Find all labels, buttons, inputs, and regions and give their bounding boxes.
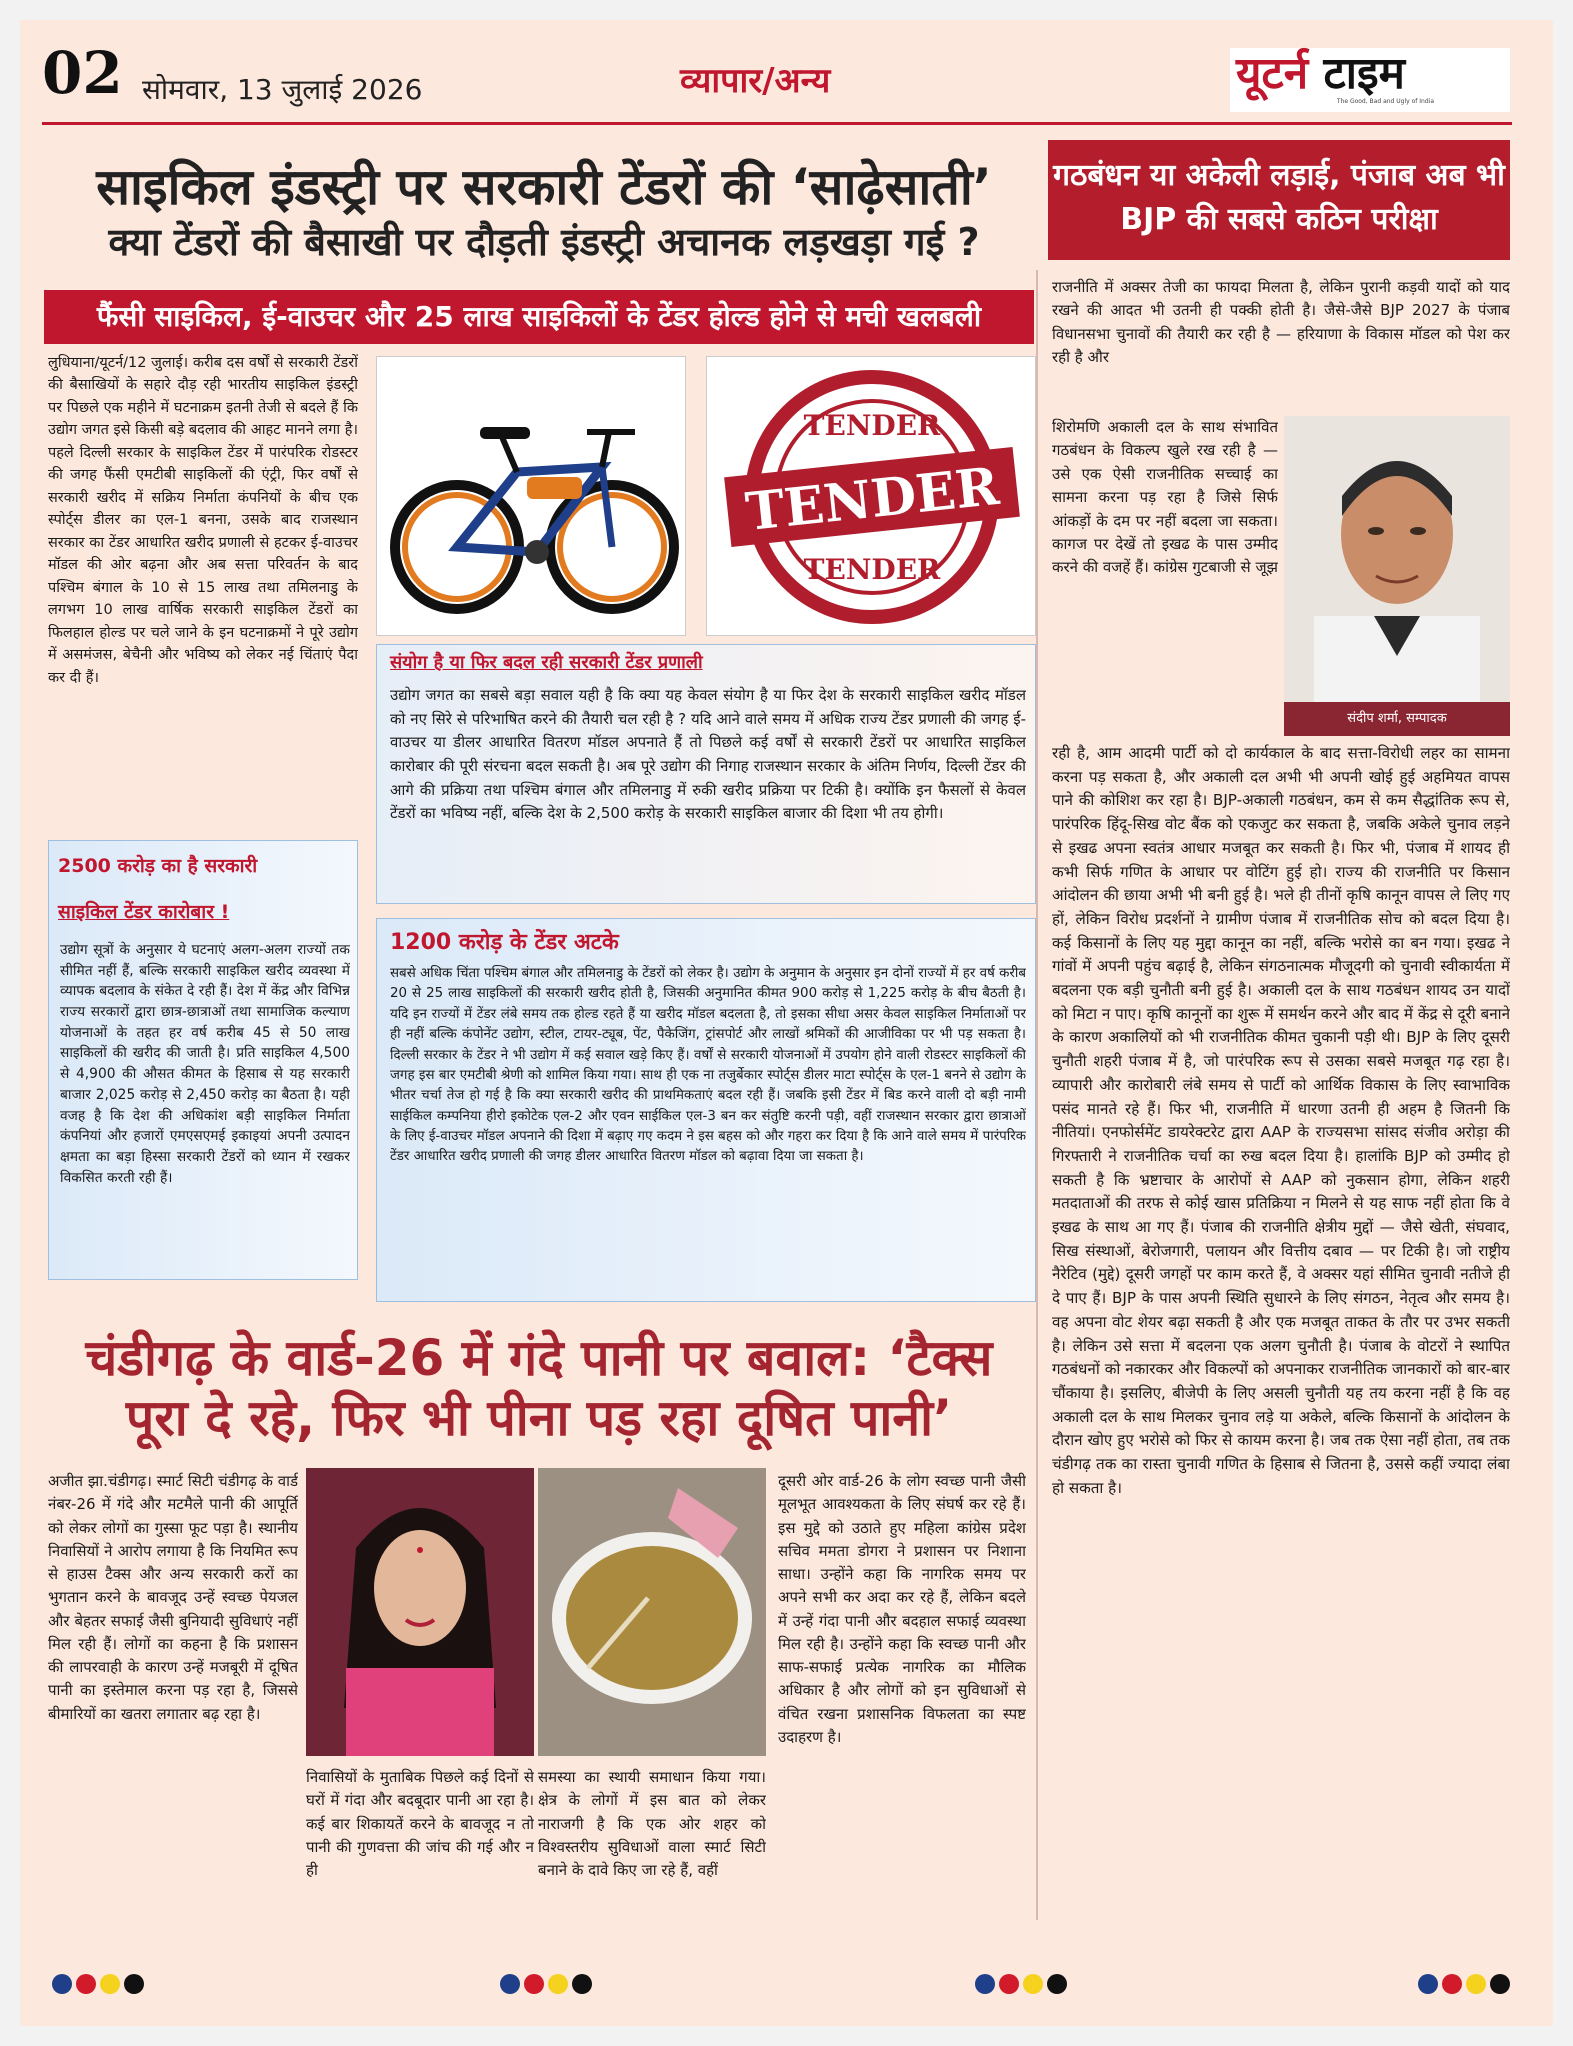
- box-2500-title-1: 2500 करोड़ का है सरकारी: [58, 855, 258, 877]
- lead-headline: साइकिल इंडस्ट्री पर सरकारी टेंडरों की ‘साढ़ेसाती’: [96, 158, 992, 216]
- second-col-2: निवासियों के मुताबिक पिछले कई दिनों से घरों में गंदा और बदबूदार पानी आ रहा है। कई बार शिकायतें करने के बावजूद न तो पानी की गुणवत्ता की जांच की गई और न ही: [306, 1768, 534, 1879]
- second-headline-line-2: पूरा दे रहे, फिर भी पीना पड़ रहा दूषित पानी’: [125, 1389, 953, 1447]
- dot-black: [1490, 1974, 1510, 1994]
- box-1200-title: 1200 करोड़ के टेंडर अटके: [390, 930, 619, 955]
- column-divider: [1036, 270, 1038, 1920]
- color-dots-center-right: [975, 1974, 1067, 1996]
- issue-date: सोमवार, 13 जुलाई 2026: [142, 73, 423, 106]
- lead-banner: फैंसी साइकिल, ई-वाउचर और 25 लाख साइकिलों के टेंडर होल्ड होने से मची खलबली: [44, 290, 1034, 344]
- side-headline: गठबंधन या अकेली लड़ाई, पंजाब अब भी BJP की सबसे कठिन परीक्षा: [1048, 140, 1510, 260]
- dot-red: [999, 1974, 1019, 1994]
- header-rule: [42, 122, 1512, 125]
- box-sanyog-title: संयोग है या फिर बदल रही सरकारी टेंडर प्रणाली: [390, 652, 703, 673]
- dot-black: [124, 1974, 144, 1994]
- editor-portrait: [1284, 416, 1510, 702]
- page-number: 02: [42, 39, 123, 107]
- tender-stamp-top-text: TENDER: [803, 409, 941, 442]
- dot-yellow: [548, 1974, 568, 1994]
- dot-red: [76, 1974, 96, 1994]
- side-body-rest: रही है, आम आदमी पार्टी को दो कार्यकाल के बाद सत्ता-विरोधी लहर का सामना करना पड़ सकता है, और अकाली दल अभी भी अपनी खोई हुई अहमियत वापस पाने की कोशिश कर रहा है। BJP-अकाली गठबंधन, कम से कम सैद्धांतिक रूप से, पारंपरिक हिंदू-सिख वोट बैंक को एकजुट कर सकता है, जबकि अकेले चुनाव लड़ने से इखढ अपना स्वतंत्र आधार मजबूत कर सकती है। फिर भी, पंजाब में शायद ही कभी सिर्फ गणित के आधार पर वोटिंग हुई हो। राज्य की राजनीति पर किसान आंदोलन की छाया अभी भी बनी हुई है। भले ही तीनों कृषि कानून वापस ले लिए गए हों, लेकिन विरोध प्रदर्शनों ने ग्रामीण पंजाब में राजनीतिक सोच को बदल दिया है। कई किसानों के लिए यह मुद्दा कानून का नहीं, बल्कि भरोसे का बन गया। इखढ ने गांवों में अपनी पहुंच बढ़ाई है, लेकिन संगठनात्मक मौजूदगी को चुनावी स्वीकार्यता में बदलना एक बड़ी चुनौती बनी हुई है। अकाली दल के साथ गठबंधन शायद उन यादों को मिटा न पाए। कृषि कानूनों का शुरू में समर्थन करने और बाद में केंद्र से दूरी बनाने के कारण अकालियों को भी राजनीतिक कीमत चुकानी पड़ी थी। BJP के लिए दूसरी चुनौती शहरी पंजाब में है, जो पारंपरिक रूप से उसका सबसे मजबूत गढ़ रहा है। व्यापारी और कारोबारी लंबे समय से पार्टी को आर्थिक विकास के लिए स्वाभाविक पसंद मानते रहे हैं। फिर भी, राजनीति में धारणा उतनी ही अहम है जितनी कि नीतियां। एनफोर्समेंट डायरेक्टरेट द्वारा AAP के राज्यसभा सांसद संजीव अरोड़ा की गिरफ्तारी ने राजनीतिक चर्चा का रुख बदल दिया है। हालांकि BJP को उम्मीद हो सकती है कि भ्रष्टाचार के आरोपों से AAP को नुकसान होगा, लेकिन शहरी मतदाताओं की तरफ से कोई खास प्रतिक्रिया न मिलने से यह साफ नहीं होता कि वे इखढ के साथ आ गए हैं। पंजाब की राजनीति क्षेत्रीय मुद्दों — जैसे खेती, संघवाद, सिख संस्थाओं, बेरोजगारी, पलायन और वित्तीय दबाव — पर टिकी है। जो राष्ट्रीय नैरेटिव (मुद्दे) दूसरी जगहों पर काम करते हैं, वे अक्सर यहां सीमित चुनावी नतीजे ही दे पाए हैं। BJP के पास अपनी स्थिति सुधारने के लिए संगठन, नेतृत्व और समय है। वह अपना वोट शेयर बढ़ा सकती है और एक मजबूत ताकत के तौर पर उभर सकती है। लेकिन उसे सत्ता में बदलना एक अलग चुनौती है। पंजाब के वोटरों ने स्थापित गठबंधनों को नकारकर और विकल्पों को अपनाकर राजनीतिक जानकारों को बार-बार चौंकाया है। इसलिए, बीजेपी के लिए असली चुनौती यह तय करना नहीं है कि वह अकाली दल के साथ मिलकर चुनाव लड़े या अकेले, बल्कि किसानों के आंदोलन के दौरान खोए हुए भरोसे को फिर से कायम करना है। जब तक ऐसा नहीं होता, तब तक चंडीगढ़ तक का रास्ता चुनावी गणित के हिसाब से जितना है, उससे कहीं ज्यादा लंबा हो सकता है।: [1052, 744, 1510, 1497]
- tender-stamp-big-text: TENDER: [742, 455, 1002, 544]
- masthead-logo: [1230, 48, 1510, 112]
- dot-black: [1047, 1974, 1067, 1994]
- editor-photo-caption: संदीप शर्मा, सम्पादक: [1284, 702, 1510, 736]
- lead-subheadline: क्या टेंडरों की बैसाखी पर दौड़ती इंडस्ट्री अचानक लड़खड़ा गई ?: [108, 220, 980, 264]
- water-bucket-illustration: [538, 1468, 766, 1756]
- color-dots-left: [52, 1974, 144, 1996]
- dot-black: [572, 1974, 592, 1994]
- box-sanyog-body: उद्योग जगत का सबसे बड़ा सवाल यही है कि क्या यह केवल संयोग है या फिर देश के सरकारी साइकिल खरीद मॉडल को नए सिरे से परिभाषित करने की तैयारी चल रही है ? यदि आने वाले समय में अधिक राज्य टेंडर प्रणाली की जगह ई-वाउचर या डीलर आधारित वितरण मॉडल अपनाते हैं तो पिछले कई वर्षों से सरकारी टेंडरों पर आधारित साइकिल कारोबार की पूरी संरचना बदल सकती है। अब पूरे उद्योग की निगाह राजस्थान सरकार के अंतिम निर्णय, दिल्ली टेंडर की आगे की प्रक्रिया तथा पश्चिम बंगाल और तमिलनाडु में रुकी खरीद प्रक्रिया पर टिकी है। क्योंकि इन फैसलों से केवल टेंडरों का भविष्य नहीं, बल्कि देश के 2,500 करोड़ के सरकारी साइकिल बाजार की दिशा भी तय होगी।: [390, 686, 1026, 823]
- logo-tagline: The Good, Bad and Ugly of India: [1336, 98, 1434, 105]
- dirty-water-photo: [538, 1468, 766, 1756]
- tender-stamp-illustration: [707, 357, 1036, 636]
- dot-yellow: [1466, 1974, 1486, 1994]
- woman-portrait: [306, 1468, 534, 1756]
- dot-yellow: [100, 1974, 120, 1994]
- color-dots-right: [1418, 1974, 1510, 1996]
- dot-blue: [52, 1974, 72, 1994]
- bicycle-illustration: [377, 357, 686, 636]
- second-col-1: अजीत झा.चंडीगढ़। स्मार्ट सिटी चंडीगढ़ के वार्ड नंबर-26 में गंदे और मटमैले पानी की आपूर्ति को लेकर लोगों का गुस्सा फूट पड़ा है। स्थानीय निवासियों ने आरोप लगाया है कि नियमित रूप से हाउस टैक्स और अन्य सरकारी करों का भुगतान करने के बावजूद उन्हें स्वच्छ पेयजल और बेहतर सफाई जैसी बुनियादी सुविधाएं नहीं मिल रही हैं। लोगों का कहना है कि प्रशासन की लापरवाही के कारण उन्हें मजबूरी में दूषित पानी का इस्तेमाल करना पड़ रहा है, जिससे बीमारियों का खतरा लगातार बढ़ रहा है।: [48, 1472, 298, 1723]
- box-1200-body: सबसे अधिक चिंता पश्चिम बंगाल और तमिलनाडु के टेंडरों को लेकर है। उद्योग के अनुमान के अनुसार इन दोनों राज्यों में हर वर्ष करीब 20 से 25 लाख साइकिलों की सरकारी खरीद होती है, जिसकी अनुमानित कीमत 900 करोड़ से 1,225 करोड़ के बीच बैठती है। यदि इन राज्यों में टेंडर लंबे समय तक होल्ड रहते हैं या खरीद मॉडल बदलता है, तो इसका सीधा असर केवल साइकिल निर्माताओं पर ही नहीं बल्कि कंपोनेंट उद्योग, स्टील, टायर-ट्यूब, पेंट, पैकेजिंग, ट्रांसपोर्ट और लाखों श्रमिकों की आजीविका पर भी पड़ सकता है। दिल्ली सरकार के टेंडर ने भी उद्योग में कई सवाल खड़े किए हैं। वर्षों से सरकारी योजनाओं में उपयोग होने वाली रोडस्टर साइकिलों की जगह इस बार एमटीबी श्रेणी को शामिल किया गया। साथ ही एक ना तजुर्बेकार स्पोर्ट्स डीलर माटा स्पोर्ट्स के एल-1 बनने से उद्योग के भीतर चर्चा तेज हो गई है कि क्या सरकारी खरीद की प्राथमिकताएं बदल रही हैं। जबकि इसी टेंडर में बिड करने वाली दो बड़ी नामी साईकिल कम्पनिया हीरो इकोटेक एल-2 और एवन साईकिल एल-3 बन कर संतुष्टि करनी पड़ी, वहीं राजस्थान सरकार द्वारा छात्राओं के लिए ई-वाउचर मॉडल अपनाने की दिशा में बढ़ाए गए कदम ने इस बहस को और गहरा कर दिया है कि आने वाले समय में पारंपरिक टेंडर आधारित खरीद प्रणाली की जगह डीलर आधारित वितरण मॉडल को बढ़ावा दिया जा सकता है।: [390, 966, 1026, 1165]
- second-headline-line-1: चंडीगढ़ के वार्ड-26 में गंदे पानी पर बवाल: ‘टैक्स: [85, 1329, 993, 1387]
- dot-yellow: [1023, 1974, 1043, 1994]
- logo-part-2: टाइम: [1308, 48, 1405, 99]
- dot-blue: [975, 1974, 995, 1994]
- second-headline: [44, 1328, 1034, 1448]
- second-col-3: समस्या का स्थायी समाधान किया गया। क्षेत्र के लोगों में इस बात को लेकर नाराजगी है कि एक ओर शहर को विश्वस्तरीय सुविधाओं वाला स्मार्ट सिटी बनाने के दावे किए जा रहे हैं, वहीं: [538, 1768, 766, 1879]
- tender-stamp-image: [706, 356, 1036, 636]
- second-col-4: दूसरी ओर वार्ड-26 के लोग स्वच्छ पानी जैसी मूलभूत आवश्यकता के लिए संघर्ष कर रहे हैं। इस मुद्दे को उठाते हुए महिला कांग्रेस प्रदेश सचिव ममता डोगरा ने प्रशासन पर निशाना साधा। उन्होंने कहा कि नागरिक समय पर अपने सभी कर अदा कर रहे हैं, लेकिन बदले में उन्हें गंदा पानी और बदहाल सफाई व्यवस्था मिल रही है। उन्होंने कहा कि स्वच्छ पानी और साफ-सफाई प्रत्येक नागरिक का मौलिक अधिकार है और लोगों को इन सुविधाओं से वंचित रखना प्रशासनिक विफलता का स्पष्ट उदाहरण है।: [778, 1472, 1026, 1746]
- editor-photo: [1284, 416, 1510, 736]
- logo-part-1: यूटर्न: [1236, 48, 1309, 99]
- side-body-narrow: शिरोमणि अकाली दल के साथ संभावित गठबंधन के विकल्प खुले रख रही है — उसे एक ऐसी राजनीतिक सच्चाई का सामना करना पड़ रहा है जिसे सिर्फ आंकड़ों के दम पर नहीं बदला जा सकता। कागज पर देखें तो इखढ के पास उम्मीद करने की वजहें हैं। कांग्रेस गुटबाजी से जूझ: [1052, 418, 1278, 577]
- box-2500-title-2: साइकिल टेंडर कारोबार !: [58, 901, 230, 923]
- bicycle-image: [376, 356, 686, 636]
- dot-red: [1442, 1974, 1462, 1994]
- lead-body: लुधियाना/यूटर्न/12 जुलाई। करीब दस वर्षों से सरकारी टेंडरों की बैसाखियों के सहारे दौड़ रही भारतीय साइकिल इंडस्ट्री पर पिछले एक महीने में घटनाक्रम इतनी तेजी से बदले हैं कि उद्योग जगत इसे किसी बड़े बदलाव की आहट मानने लगा है। पहले दिल्ली सरकार के साइकिल टेंडर में पारंपरिक रोडस्टर की जगह फैंसी एमटीबी साइकिलों की एंट्री, फिर वर्षों से सरकारी खरीद में सक्रिय निर्माता कंपनियों के बीच एक स्पोर्ट्स डीलर का एल-1 बनना, उसके बाद राजस्थान सरकार का टेंडर आधारित खरीद प्रणाली से हटकर ई-वाउचर मॉडल की ओर बढ़ना और अब सत्ता परिवर्तन के बाद पश्चिम बंगाल के 10 से 15 लाख तथा तमिलनाडु के लगभग 10 लाख वार्षिक सरकारी साइकिल टेंडरों का फिलहाल होल्ड पर चले जाने के इन घटनाक्रमों ने पूरे उद्योग में असमंजस, बेचैनी और भविष्य को लेकर नई चिंताएं पैदा कर दी हैं।: [48, 355, 358, 686]
- tender-stamp-bottom-text: TENDER: [803, 553, 941, 586]
- color-dots-center-left: [500, 1974, 592, 1996]
- dot-blue: [1418, 1974, 1438, 1994]
- box-2500-body: उद्योग सूत्रों के अनुसार ये घटनाएं अलग-अलग राज्यों तक सीमित नहीं हैं, बल्कि सरकारी साइकिल खरीद व्यवस्था में व्यापक बदलाव के संकेत दे रही हैं। देश में केंद्र और विभिन्न राज्य सरकारों द्वारा छात्र-छात्राओं तथा सामाजिक कल्याण योजनाओं के तहत हर वर्ष करीब 45 से 50 लाख साइकिलों की खरीद की जाती है। प्रति साइकिल 4,500 से 4,900 की औसत कीमत के हिसाब से यह सरकारी बाजार 2,025 करोड़ से 2,450 करोड़ का बैठता है। यही वजह है कि देश की अधिकांश बड़ी साइकिल निर्माता कंपनियां और हजारों एमएसएमई इकाइयां अपनी उत्पादन क्षमता का बड़ा हिस्सा सरकारी टेंडरों को ध्यान में रखकर विकसित करती रही हैं।: [60, 942, 350, 1186]
- section-title: व्यापार/अन्य: [680, 61, 831, 101]
- dot-red: [524, 1974, 544, 1994]
- dot-blue: [500, 1974, 520, 1994]
- side-body-top: राजनीति में अक्सर तेजी का फायदा मिलता है, लेकिन पुरानी कड़वी यादों को याद रखने की आदत भी उतनी ही पक्की होती है। जैसे-जैसे BJP 2027 के पंजाब विधानसभा चुनावों की तैयारी कर रही है — हरियाणा के विकास मॉडल को पेश कर रही है और: [1052, 278, 1510, 367]
- woman-photo: [306, 1468, 534, 1756]
